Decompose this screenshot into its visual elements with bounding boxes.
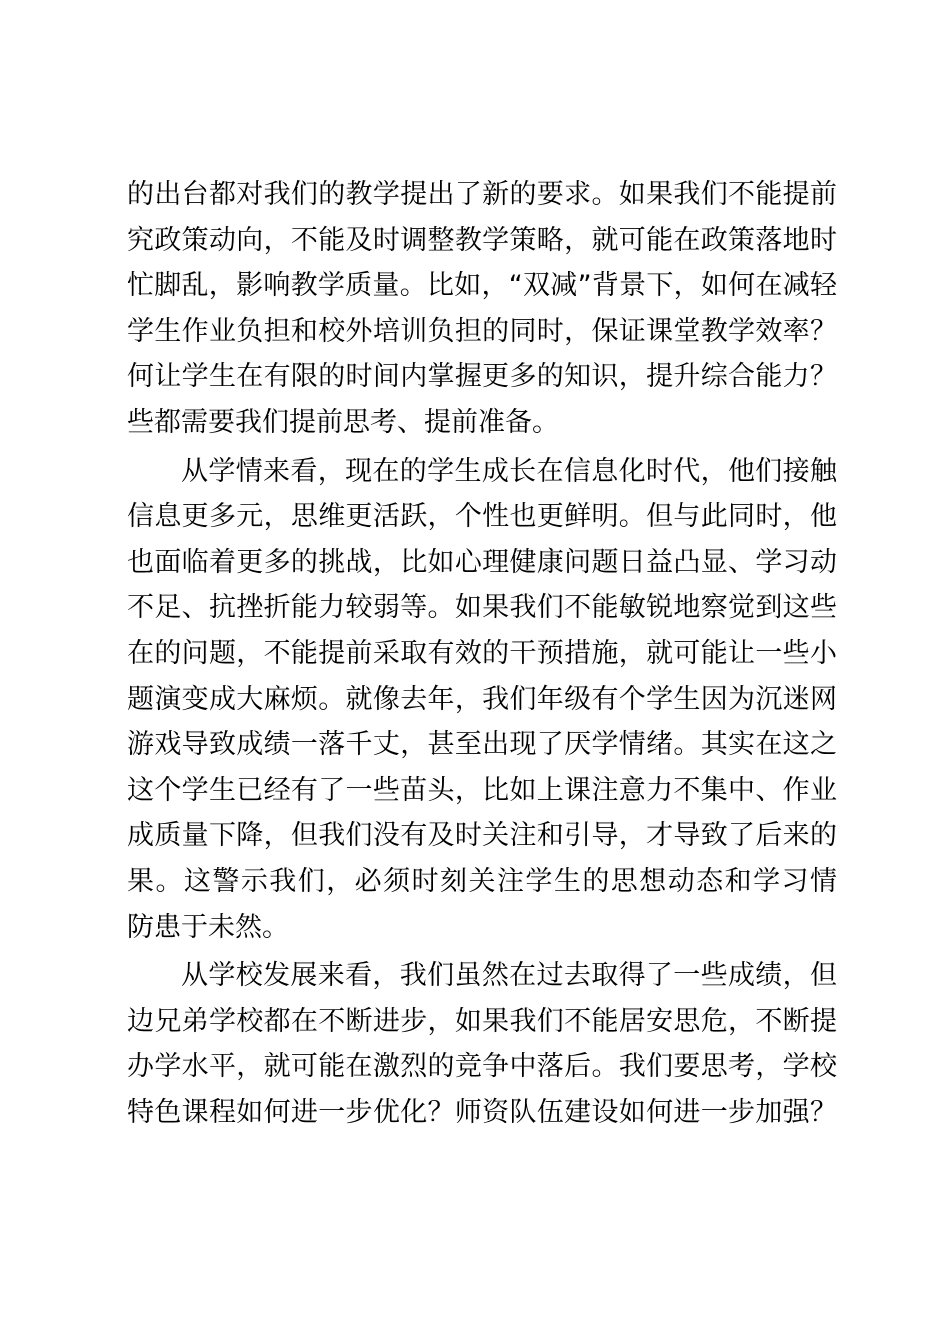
paragraph-3 (127, 953, 837, 1135)
text-line: 何让学生在有限的时间内掌握更多的知识，提升综合能力？ (127, 361, 837, 393)
text-line: 特色课程如何进一步优化？师资队伍建设如何进一步加强？ (127, 1096, 837, 1128)
text-line: 学生作业负担和校外培训负担的同时，保证课堂教学效率？ (127, 315, 837, 347)
body-text (127, 172, 837, 1135)
text-line: 边兄弟学校都在不断进步，如果我们不能居安思危，不断提 (127, 1005, 837, 1037)
text-line: 信息更多元，思维更活跃，个性也更鲜明。但与此同时，他 (127, 501, 837, 533)
text-line: 不足、抗挫折能力较弱等。如果我们不能敏锐地察觉到这些 (127, 592, 837, 624)
text-line: 题演变成大麻烦。就像去年，我们年级有个学生因为沉迷网 (127, 683, 837, 715)
text-line: 从学情来看，现在的学生成长在信息化时代，他们接触 (181, 455, 837, 487)
text-line: 在的问题，不能提前采取有效的干预措施，就可能让一些小 (127, 637, 837, 669)
text-line: 成质量下降，但我们没有及时关注和引导，才导致了后来的 (127, 820, 837, 852)
text-line: 忙脚乱，影响教学质量。比如，“双减”背景下，如何在减轻 (127, 270, 837, 302)
text-line: 办学水平，就可能在激烈的竞争中落后。我们要思考，学校 (127, 1051, 837, 1083)
text-line: 从学校发展来看，我们虽然在过去取得了一些成绩，但 (181, 960, 837, 992)
text-line: 果。这警示我们，必须时刻关注学生的思想动态和学习情 (127, 865, 837, 897)
paragraph-1 (127, 172, 837, 446)
text-line: 些都需要我们提前思考、提前准备。 (127, 406, 559, 438)
text-line: 防患于未然。 (127, 911, 289, 943)
text-line: 也面临着更多的挑战，比如心理健康问题日益凸显、学习动 (127, 546, 837, 578)
text-line: 究政策动向，不能及时调整教学策略，就可能在政策落地时 (127, 224, 837, 256)
text-line: 的出台都对我们的教学提出了新的要求。如果我们不能提前 (127, 179, 837, 210)
text-line: 游戏导致成绩一落千丈，甚至出现了厌学情绪。其实在这之 (127, 729, 837, 761)
text-line: 这个学生已经有了一些苗头，比如上课注意力不集中、作业 (127, 774, 837, 806)
paragraph-2 (127, 449, 837, 951)
